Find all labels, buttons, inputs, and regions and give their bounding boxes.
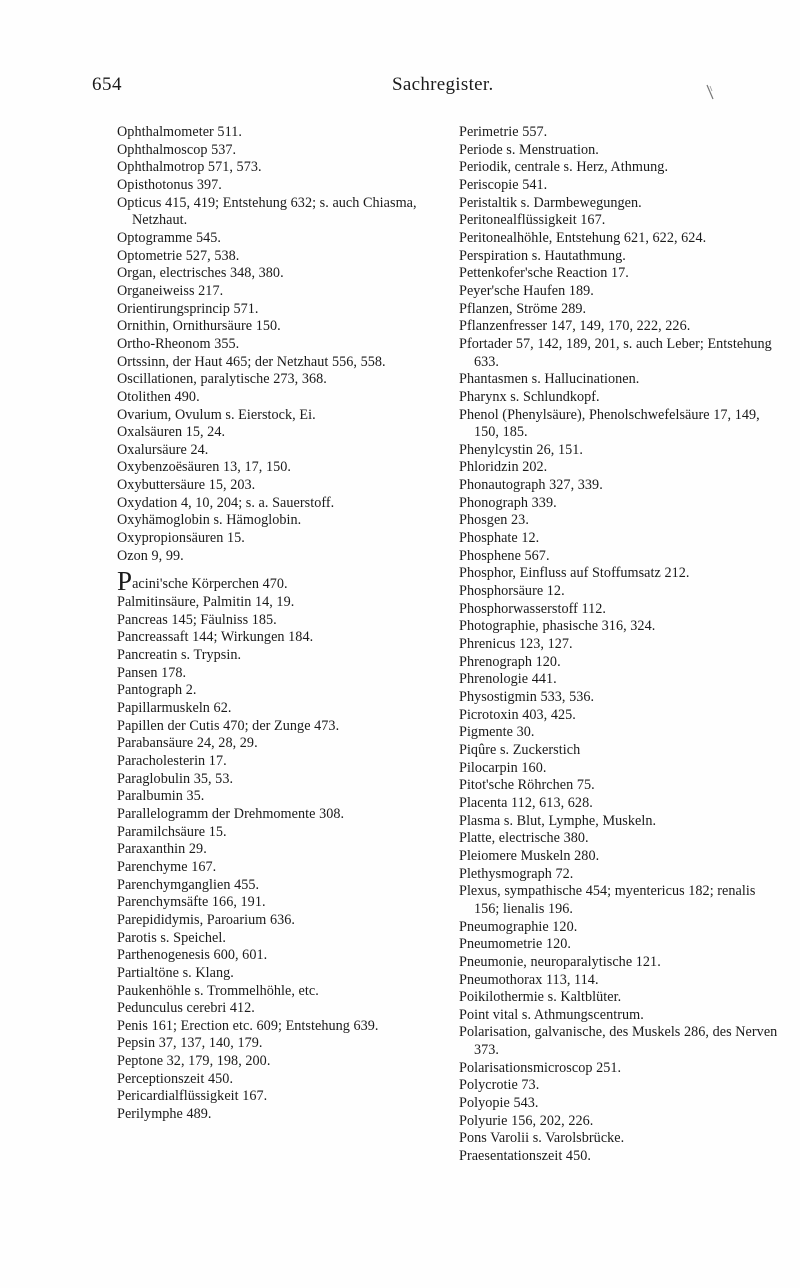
index-entry: Parotis s. Speichel. xyxy=(117,929,226,946)
index-entry: Phosphene 567. xyxy=(459,547,550,564)
index-entry: Pons Varolii s. Varolsbrücke. xyxy=(459,1130,625,1147)
index-entry: Polyopie 543. xyxy=(459,1095,539,1112)
index-entry: Perceptionszeit 450. xyxy=(117,1070,234,1087)
index-entry: Peptone 32, 179, 198, 200. xyxy=(117,1053,271,1070)
index-entry: Pneumonie, neuroparalytische 121. xyxy=(459,953,661,970)
index-entry: Phenol (Phenylsäure), Phenolschwefelsäure 17, 149, 150, 185. xyxy=(459,406,760,441)
index-entry: Phosphate 12. xyxy=(459,530,540,547)
index-entry: Pancreassaft 144; Wirkungen 184. xyxy=(117,629,314,646)
index-entry: Oxypropionsäuren 15. xyxy=(117,530,245,547)
index-entry: Parthenogenesis 600, 601. xyxy=(117,947,268,964)
index-entry: Ophthalmometer 511. xyxy=(117,124,242,140)
index-entry: Plexus, sympathische 454; myentericus 182; renalis 156; lienalis 196. xyxy=(459,883,756,917)
index-entry: Peristaltik s. Darmbewegungen. xyxy=(459,194,642,211)
index-entry: Pflanzenfresser 147, 149, 170, 222, 226. xyxy=(459,318,691,335)
index-entry: Periodik, centrale s. Herz, Athmung. xyxy=(459,159,669,176)
index-entry: Parabansäure 24, 28, 29. xyxy=(117,735,258,752)
index-entry: Point vital s. Athmungscentrum. xyxy=(459,1006,644,1023)
index-entry: Phantasmen s. Hallucinationen. xyxy=(459,371,640,388)
index-entry: Paraxanthin 29. xyxy=(117,841,207,858)
index-entry: Pflanzen, Ströme 289. xyxy=(459,300,587,317)
index-entry: Polycrotie 73. xyxy=(459,1077,540,1094)
index-entry: Pigmente 30. xyxy=(459,724,535,741)
index-entry: Oxalsäuren 15, 24. xyxy=(117,424,226,441)
index-entry: Papillen der Cutis 470; der Zunge 473. xyxy=(117,717,340,734)
index-entry: Pneumometrie 120. xyxy=(459,936,571,953)
index-entry: Praesentationszeit 450. xyxy=(459,1148,591,1165)
index-entry: Ovarium, Ovulum s. Eierstock, Ei. xyxy=(117,406,316,423)
index-entry: Organeiweiss 217. xyxy=(117,282,224,299)
index-entry: Parenchyme 167. xyxy=(117,858,217,875)
index-entry: Oxyhämoglobin s. Hämoglobin. xyxy=(117,512,302,529)
index-entry: Pancreatin s. Trypsin. xyxy=(117,647,242,664)
index-entry: Paralbumin 35. xyxy=(117,788,205,805)
index-entry: Peritonealflüssigkeit 167. xyxy=(459,212,606,229)
index-entry: Ortho-Rheonom 355. xyxy=(117,335,240,352)
print-mark-icon xyxy=(705,84,715,100)
index-entry: Parenchymganglien 455. xyxy=(117,876,260,893)
index-entry: Opticus 415, 419; Entstehung 632; s. auch Chiasma, Netzhaut. xyxy=(117,194,417,229)
index-entry: Pansen 178. xyxy=(117,664,187,681)
index-entry: Platte, electrische 380. xyxy=(459,830,589,847)
section-initial: P xyxy=(117,566,133,597)
index-entry: Perimetrie 557. xyxy=(459,124,548,140)
index-entry: Phrenicus 123, 127. xyxy=(459,636,573,653)
index-entry: Plethysmograph 72. xyxy=(459,865,574,882)
index-entry: Piqûre s. Zuckerstich xyxy=(459,741,581,758)
index-entry: Pfortader 57, 142, 189, 201, s. auch Leber; Entstehung 633. xyxy=(459,335,772,370)
index-entry: Perspiration s. Hautathmung. xyxy=(459,247,626,264)
index-entry: Optogramme 545. xyxy=(117,229,221,246)
index-entry: Paraglobulin 35, 53. xyxy=(117,770,234,787)
index-entry: Picrotoxin 403, 425. xyxy=(459,706,576,723)
index-entry: Phrenograph 120. xyxy=(459,653,561,670)
index-entry: Pitot'sche Röhrchen 75. xyxy=(459,777,595,794)
index-entry: Paramilchsäure 15. xyxy=(117,823,227,840)
index-entry: Poikilothermie s. Kaltblüter. xyxy=(459,989,622,1006)
index-entry: Pancreas 145; Fäulniss 185. xyxy=(117,611,277,628)
index-entry: Pantograph 2. xyxy=(117,682,197,699)
index-entry: Optometrie 527, 538. xyxy=(117,247,240,264)
index-entry: Partialtöne s. Klang. xyxy=(117,964,234,981)
index-entry: Phonautograph 327, 339. xyxy=(459,477,603,494)
index-entry: Polyurie 156, 202, 226. xyxy=(459,1112,594,1129)
index-entry: Oxybuttersäure 15, 203. xyxy=(117,477,256,494)
index-entry: Opisthotonus 397. xyxy=(117,176,222,193)
index-entry: Physostigmin 533, 536. xyxy=(459,689,595,705)
index-entry: Pharynx s. Schlundkopf. xyxy=(459,388,600,405)
page-number: 654 xyxy=(92,74,122,95)
index-entry: Phrenologie 441. xyxy=(459,671,557,688)
index-entry: Peritonealhöhle, Entstehung 621, 622, 624. xyxy=(459,229,707,246)
index-entry: Oxybenzoësäuren 13, 17, 150. xyxy=(117,459,291,476)
index-entry: Paukenhöhle s. Trommelhöhle, etc. xyxy=(117,982,319,999)
index-entry: Photographie, phasische 316, 324. xyxy=(459,618,656,635)
index-entry: Ornithin, Ornithursäure 150. xyxy=(117,318,281,335)
index-entry: Pneumothorax 113, 114. xyxy=(459,971,599,988)
index-entry: Plasma s. Blut, Lymphe, Muskeln. xyxy=(459,812,657,829)
index-entry-text: acini'sche Körperchen 470. xyxy=(132,576,288,593)
index-entry: Oxalursäure 24. xyxy=(117,441,209,458)
index-entry: Phosphorwasserstoff 112. xyxy=(459,600,607,617)
index-entry: Orientirungsprincip 571. xyxy=(117,300,259,317)
index-entry: Oscillationen, paralytische 273, 368. xyxy=(117,371,327,388)
index-entry: Periode s. Menstruation. xyxy=(459,141,599,158)
running-head: Sachregister. xyxy=(392,74,494,95)
index-entry: Ophthalmoscop 537. xyxy=(117,141,237,158)
index-entry: Pleiomere Muskeln 280. xyxy=(459,847,600,864)
index-entry: Placenta 112, 613, 628. xyxy=(459,794,593,811)
index-entry: Ortssinn, der Haut 465; der Netzhaut 556, 558. xyxy=(117,353,386,370)
index-entry: Penis 161; Erection etc. 609; Entstehung 639. xyxy=(117,1017,379,1034)
index-entry: Pettenkofer'sche Reaction 17. xyxy=(459,265,629,282)
index-entry: Papillarmuskeln 62. xyxy=(117,700,232,716)
index-entry: Palmitinsäure, Palmitin 14, 19. xyxy=(117,594,295,611)
index-entry: Polarisation, galvanische, des Muskels 286, des Nerven 373. xyxy=(459,1024,778,1059)
index-entry: Parallelogramm der Drehmomente 308. xyxy=(117,805,345,822)
index-entry: Pedunculus cerebri 412. xyxy=(117,1000,255,1017)
index-entry: Phosphor, Einfluss auf Stoffumsatz 212. xyxy=(459,565,690,582)
index-entry: Organ, electrisches 348, 380. xyxy=(117,265,284,282)
page-header xyxy=(92,74,732,102)
index-entry: Phenylcystin 26, 151. xyxy=(459,441,584,458)
index-entry: Pneumographie 120. xyxy=(459,918,578,935)
index-entry: Polarisationsmicroscop 251. xyxy=(459,1059,622,1076)
index-entry: Otolithen 490. xyxy=(117,388,200,405)
index-entry: Parepididymis, Paroarium 636. xyxy=(117,911,295,928)
index-entry: Pepsin 37, 137, 140, 179. xyxy=(117,1035,263,1052)
index-entry: Pilocarpin 160. xyxy=(459,759,547,776)
index-entry: Ophthalmotrop 571, 573. xyxy=(117,159,262,176)
index-column-left xyxy=(117,124,435,1124)
index-entry: Periscopie 541. xyxy=(459,176,548,193)
index-column-right xyxy=(459,124,779,1166)
index-entry: Parenchymsäfte 166, 191. xyxy=(117,894,266,911)
index-entry: Peyer'sche Haufen 189. xyxy=(459,282,594,299)
index-entry: Phosgen 23. xyxy=(459,512,529,529)
index-entry: Ozon 9, 99. xyxy=(117,547,184,564)
index-entry xyxy=(117,566,435,597)
index-entry: Oxydation 4, 10, 204; s. a. Sauerstoff. xyxy=(117,494,335,511)
index-entry: Paracholesterin 17. xyxy=(117,752,227,769)
index-entry: Phonograph 339. xyxy=(459,494,557,511)
index-entry: Pericardialflüssigkeit 167. xyxy=(117,1088,268,1105)
index-entry: Phloridzin 202. xyxy=(459,459,548,476)
index-entry: Phosphorsäure 12. xyxy=(459,583,565,600)
index-entry: Perilymphe 489. xyxy=(117,1106,212,1123)
